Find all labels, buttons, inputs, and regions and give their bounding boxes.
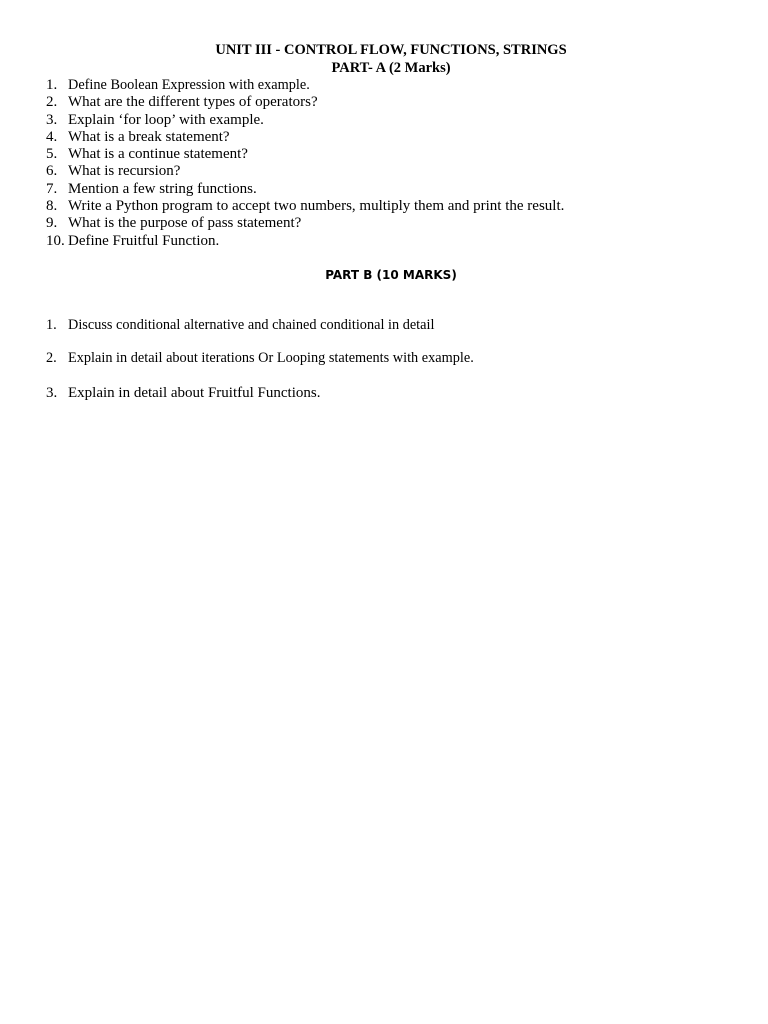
part-b-question bbox=[46, 349, 746, 367]
question-text: Explain in detail about iterations Or Looping statements with example. bbox=[68, 350, 474, 366]
question-text: What is the purpose of pass statement? bbox=[68, 215, 302, 232]
part-a-question bbox=[46, 112, 746, 129]
question-text: What are the different types of operators? bbox=[68, 94, 318, 111]
question-number: 8. bbox=[46, 198, 58, 215]
question-text: Write a Python program to accept two numbers, multiply them and print the result. bbox=[68, 198, 565, 215]
part-a-question bbox=[46, 77, 746, 94]
question-text: Explain ‘for loop’ with example. bbox=[68, 111, 264, 128]
unit-title: UNIT III - CONTROL FLOW, FUNCTIONS, STRINGS bbox=[215, 42, 567, 58]
question-text: Explain in detail about Fruitful Functions. bbox=[68, 385, 321, 401]
question-number: 6. bbox=[46, 163, 58, 180]
question-text: What is a break statement? bbox=[68, 128, 230, 145]
part-b-title: PART B (10 MARKS) bbox=[325, 268, 457, 282]
question-text: Discuss conditional alternative and chained conditional in detail bbox=[68, 317, 435, 333]
question-text: Define Fruitful Function. bbox=[68, 232, 220, 249]
part-a-question bbox=[46, 198, 746, 215]
question-number: 7. bbox=[46, 180, 58, 197]
part-a-question bbox=[46, 181, 746, 198]
question-number: 3. bbox=[46, 111, 58, 128]
part-a-question bbox=[46, 94, 746, 111]
part-a-question bbox=[46, 233, 746, 250]
part-a-question bbox=[46, 163, 746, 180]
part-a-title: PART- A (2 Marks) bbox=[331, 60, 451, 76]
question-text: Mention a few string functions. bbox=[68, 180, 257, 197]
question-number: 5. bbox=[46, 146, 58, 163]
part-a-question bbox=[46, 129, 746, 146]
part-a-question-list bbox=[46, 77, 746, 250]
question-number: 10. bbox=[46, 232, 65, 249]
part-a-question bbox=[46, 215, 746, 232]
question-text: What is recursion? bbox=[68, 163, 181, 180]
part-b-question bbox=[46, 384, 746, 402]
question-number: 9. bbox=[46, 215, 58, 232]
question-number: 1. bbox=[46, 77, 58, 93]
part-b-question bbox=[46, 316, 746, 334]
question-number: 4. bbox=[46, 128, 58, 145]
question-text: What is a continue statement? bbox=[68, 146, 248, 163]
question-number: 1. bbox=[46, 317, 57, 333]
question-number: 3. bbox=[46, 385, 58, 401]
question-number: 2. bbox=[46, 94, 58, 111]
question-number: 2. bbox=[46, 350, 57, 366]
question-text: Define Boolean Expression with example. bbox=[68, 77, 310, 93]
part-a-question bbox=[46, 146, 746, 163]
